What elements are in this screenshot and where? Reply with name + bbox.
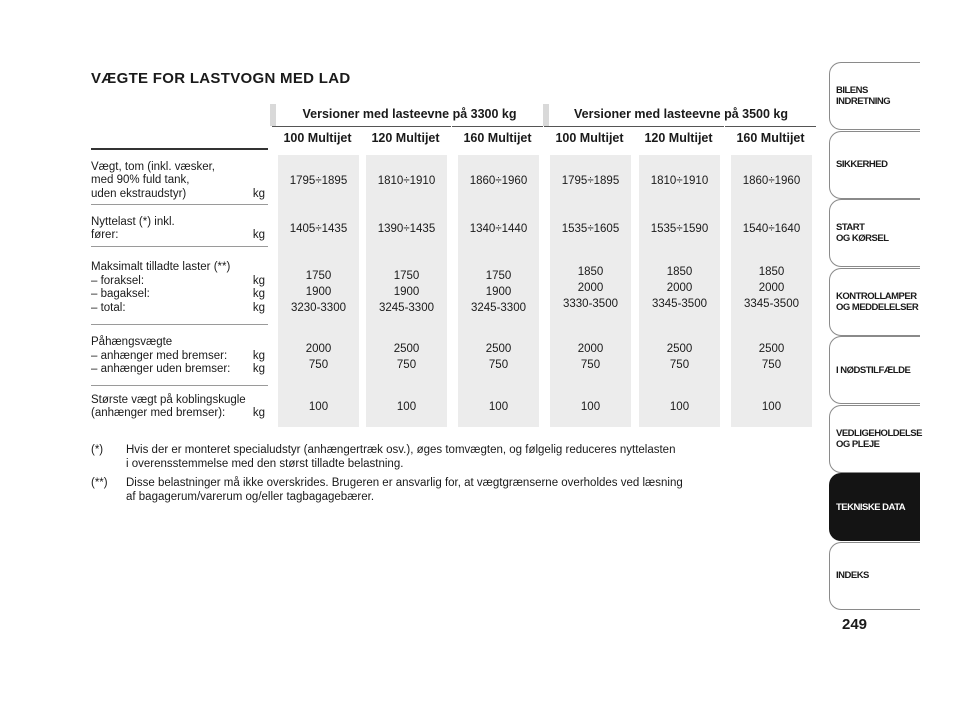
footnote-line: af bagagerum/varerum og/eller tagbagagebærer. [126, 491, 375, 503]
label-text: med 90% fuld tank, [91, 174, 190, 187]
chapter-tab[interactable] [829, 131, 920, 199]
label-line [91, 261, 265, 275]
label-text: – anhænger med bremser: [91, 349, 228, 362]
value-line: 2500 [485, 342, 512, 355]
chapter-tab-label [836, 570, 869, 581]
chapter-tab-line: INDEKS [836, 570, 869, 581]
value-line: 2500 [758, 342, 785, 355]
cell-value [550, 173, 631, 189]
label-text: – bagaksel: [91, 288, 150, 300]
value-line: 750 [669, 358, 690, 371]
value-line: 1900 [305, 286, 332, 298]
value-line: 1850 [758, 266, 785, 278]
footnote-marker: (**) [91, 477, 108, 489]
header-rule [91, 148, 268, 150]
value-line: 3345-3500 [744, 298, 799, 310]
value-line: 2500 [666, 342, 693, 355]
unit-label: kg [252, 229, 265, 241]
chapter-tab-label [836, 502, 905, 513]
chapter-tab-line: BILENS [836, 85, 868, 96]
chapter-tab-line: SIKKERHED [836, 159, 888, 170]
value-line: 1340÷1440 [469, 223, 528, 235]
unit-label: kg [252, 301, 265, 314]
footnote-marker: (*) [91, 444, 104, 456]
footnote-text [126, 443, 675, 471]
chapter-tab-line: I NØDSTILFÆLDE [836, 364, 911, 376]
cell-value [550, 399, 631, 415]
cell-value [366, 221, 447, 237]
cell-value [639, 341, 720, 373]
value-line: 1900 [393, 286, 420, 298]
value-line: 1750 [485, 270, 512, 282]
page-title: VÆGTE FOR LASTVOGN MED LAD [91, 70, 351, 87]
value-line: 2000 [758, 282, 785, 294]
chapter-tab[interactable] [829, 336, 920, 404]
chapter-tab-line: OG MEDDELELSER [836, 301, 919, 313]
cell-value [278, 173, 359, 189]
value-line: 750 [488, 358, 509, 371]
column-header: 100 Multijet [272, 126, 363, 149]
footnote-line: Disse belastninger må ikke overskrides. Brugeren er ansvarlig for, at vægtgrænserne overholdes ved læsning [126, 477, 683, 489]
value-line: 1795÷1895 [289, 175, 348, 187]
value-line: 1405÷1435 [289, 223, 348, 235]
label-line [91, 161, 265, 175]
cell-value [731, 221, 812, 237]
cell-value [639, 221, 720, 237]
row-divider [91, 324, 268, 325]
column-header: 160 Multijet [452, 126, 543, 149]
cell-value [458, 173, 539, 189]
chapter-tab-line: KONTROLLAMPER [836, 290, 917, 302]
column-header: 120 Multijet [633, 126, 724, 149]
footnote [91, 443, 751, 471]
unit-label: kg [252, 288, 265, 300]
chapter-tab-label [836, 291, 918, 313]
value-line: 3230-3300 [291, 302, 346, 314]
chapter-tab[interactable] [829, 473, 920, 541]
label-text: Største vægt på koblingskugle [91, 393, 246, 406]
cell-value [278, 399, 359, 415]
value-line: 750 [761, 358, 782, 371]
value-line: 100 [308, 401, 329, 413]
value-line: 2000 [577, 342, 604, 355]
footnote-line: i overensstemmelse med den størst tilladte belastning. [126, 458, 404, 470]
chapter-tab[interactable] [829, 199, 920, 267]
unit-label: kg [252, 407, 265, 419]
row-divider [91, 246, 268, 247]
chapter-tab-line: INDRETNING [836, 96, 891, 107]
footnote-line: Hvis der er monteret specialudstyr (anhængertræk osv.), øges tomvægten, og følgelig reduceres nyttelasten [126, 444, 676, 456]
chapter-tab-label [836, 428, 922, 450]
cell-value [278, 341, 359, 373]
footnote-text [126, 476, 683, 504]
value-line: 2000 [305, 342, 332, 355]
row-label [91, 216, 265, 243]
chapter-tab-label [836, 222, 889, 244]
value-line: 1750 [305, 270, 332, 282]
label-line [91, 336, 265, 350]
label-text: (anhænger med bremser): [91, 407, 226, 419]
label-line [91, 302, 265, 316]
value-line: 100 [669, 401, 690, 413]
unit-label: kg [252, 274, 265, 287]
group-separator [270, 104, 276, 126]
value-line: 100 [396, 401, 417, 413]
cell-value [731, 341, 812, 373]
chapter-tab[interactable] [829, 542, 920, 610]
cell-value [731, 264, 812, 312]
label-text: Nyttelast (*) inkl. [91, 215, 175, 228]
cell-value [366, 341, 447, 373]
chapter-tab-label [836, 159, 887, 170]
label-text: – total: [91, 301, 126, 314]
row-label [91, 161, 265, 202]
footnotes [91, 443, 751, 509]
label-line [91, 229, 265, 243]
cell-value [639, 173, 720, 189]
cell-value [550, 264, 631, 312]
cell-value [639, 264, 720, 312]
cell-value [458, 341, 539, 373]
value-line: 1850 [666, 266, 693, 278]
value-line: 1795÷1895 [561, 175, 620, 187]
value-line: 1390÷1435 [377, 223, 436, 235]
chapter-tab-line: OG PLEJE [836, 438, 880, 450]
label-text: uden ekstraudstyr) [91, 187, 187, 200]
chapter-tab-line: OG KØRSEL [836, 233, 889, 244]
value-line: 2500 [393, 342, 420, 355]
row-label [91, 336, 265, 377]
row-divider [91, 385, 268, 386]
value-line: 1860÷1960 [469, 175, 528, 187]
cell-value [366, 173, 447, 189]
value-line: 1810÷1910 [377, 175, 436, 187]
page-number: 249 [842, 616, 868, 633]
value-line: 2000 [666, 282, 693, 294]
column-header: 120 Multijet [360, 126, 451, 149]
group-separator [543, 104, 549, 126]
value-line: 1750 [393, 270, 420, 282]
label-line [91, 188, 265, 202]
chapter-tab[interactable] [829, 268, 920, 336]
chapter-tab-line: START [836, 222, 865, 233]
label-line [91, 350, 265, 364]
cell-value [366, 268, 447, 316]
value-line: 750 [308, 358, 329, 371]
cell-value [639, 399, 720, 415]
label-line [91, 216, 265, 230]
value-line: 100 [761, 401, 782, 413]
chapter-tab-label [836, 365, 910, 376]
value-line: 750 [580, 358, 601, 371]
cell-value [731, 399, 812, 415]
value-line: 1810÷1910 [650, 175, 709, 187]
label-text: Maksimalt tilladte laster (**) [91, 261, 231, 273]
value-line: 3245-3300 [471, 302, 526, 314]
value-line: 1535÷1590 [650, 223, 709, 235]
column-header: 100 Multijet [544, 126, 635, 149]
unit-label: kg [252, 349, 265, 362]
cell-value [731, 173, 812, 189]
value-line: 100 [488, 401, 509, 413]
column-header: 160 Multijet [725, 126, 816, 149]
label-text: fører: [91, 229, 119, 241]
row-label [91, 261, 265, 315]
chapter-tab[interactable] [829, 405, 920, 473]
label-line [91, 174, 265, 188]
value-line: 1535÷1605 [561, 223, 620, 235]
chapter-tab[interactable] [829, 62, 920, 130]
value-line: 1900 [485, 286, 512, 298]
label-text: – anhænger uden bremser: [91, 363, 231, 376]
cell-value [458, 268, 539, 316]
cell-value [366, 399, 447, 415]
group-header: Versioner med lasteevne på 3500 kg [573, 107, 788, 121]
chapter-tab-label [836, 85, 890, 107]
label-text: Vægt, tom (inkl. væsker, [91, 160, 215, 173]
value-line: 1860÷1960 [742, 175, 801, 187]
value-line: 3330-3500 [563, 298, 618, 310]
unit-label: kg [252, 363, 265, 376]
cell-value [550, 221, 631, 237]
label-line [91, 288, 265, 302]
group-header: Versioner med lasteevne på 3300 kg [302, 107, 517, 121]
chapter-tab-line: VEDLIGEHOLDELSE [836, 427, 922, 439]
row-divider [91, 204, 268, 205]
label-text: – foraksel: [91, 274, 145, 287]
label-line [91, 363, 265, 377]
value-line: 1850 [577, 266, 604, 278]
row-label [91, 394, 265, 421]
value-line: 750 [396, 358, 417, 371]
cell-value [278, 221, 359, 237]
value-line: 3245-3300 [379, 302, 434, 314]
label-line [91, 275, 265, 289]
cell-value [458, 399, 539, 415]
label-text: Påhængsvægte [91, 336, 173, 349]
value-line: 2000 [577, 282, 604, 294]
footnote [91, 476, 751, 504]
chapter-tab-line: TEKNISKE DATA [836, 501, 906, 513]
label-line [91, 394, 265, 408]
value-line: 3345-3500 [652, 298, 707, 310]
unit-label: kg [252, 187, 265, 200]
value-line: 100 [580, 401, 601, 413]
label-line [91, 407, 265, 421]
value-line: 1540÷1640 [742, 223, 801, 235]
cell-value [458, 221, 539, 237]
cell-value [550, 341, 631, 373]
cell-value [278, 268, 359, 316]
